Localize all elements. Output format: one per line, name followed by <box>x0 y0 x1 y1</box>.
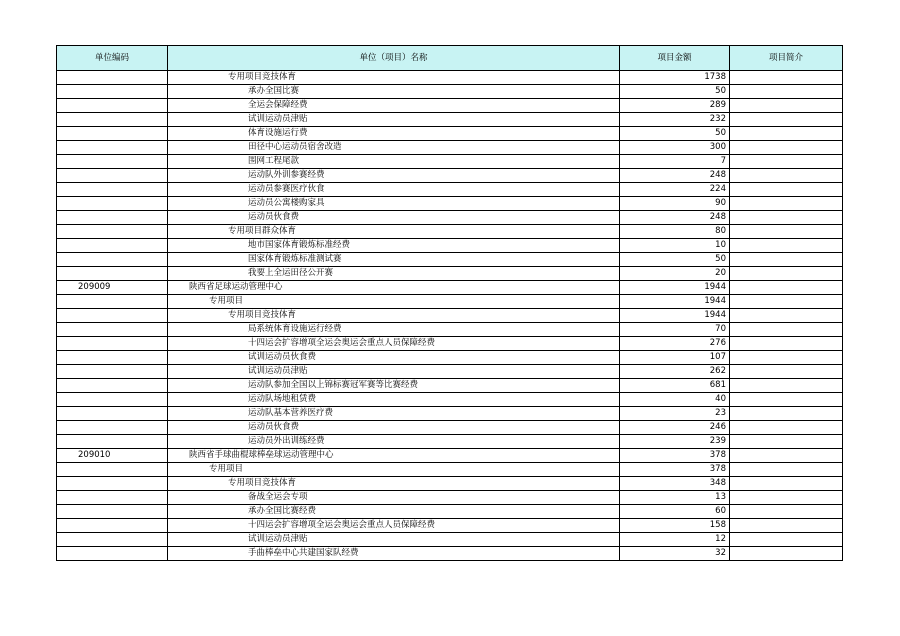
unit-name-cell[interactable]: 专用项目竞技体育 <box>168 309 620 323</box>
project-amount-cell[interactable]: 13 <box>620 491 730 505</box>
unit-name-cell[interactable]: 专用项目竞技体育 <box>168 71 620 85</box>
project-intro-cell[interactable] <box>730 463 843 477</box>
project-intro-cell[interactable] <box>730 533 843 547</box>
project-intro-cell[interactable] <box>730 281 843 295</box>
table-row <box>57 85 843 99</box>
unit-code-cell[interactable]: 209009 <box>57 281 168 295</box>
project-intro-cell[interactable] <box>730 435 843 449</box>
unit-name-cell[interactable]: 围网工程尾款 <box>168 155 620 169</box>
project-intro-cell[interactable] <box>730 155 843 169</box>
project-amount-cell[interactable]: 248 <box>620 169 730 183</box>
unit-name-cell[interactable]: 局系统体育设施运行经费 <box>168 323 620 337</box>
unit-code-cell[interactable] <box>57 253 168 267</box>
unit-name-cell[interactable]: 地市国家体育锻炼标准经费 <box>168 239 620 253</box>
project-amount-cell[interactable]: 12 <box>620 533 730 547</box>
project-amount-cell[interactable]: 80 <box>620 225 730 239</box>
project-amount-cell[interactable]: 348 <box>620 477 730 491</box>
unit-name-cell[interactable]: 全运会保障经费 <box>168 99 620 113</box>
unit-code-cell[interactable] <box>57 169 168 183</box>
unit-name-cell[interactable]: 十四运会扩容增项全运会奥运会重点人员保障经费 <box>168 519 620 533</box>
unit-code-cell[interactable] <box>57 407 168 421</box>
table-row <box>57 239 843 253</box>
unit-name-cell[interactable]: 我要上全运田径公开赛 <box>168 267 620 281</box>
unit-name-cell[interactable]: 国家体育锻炼标准测试赛 <box>168 253 620 267</box>
table-row <box>57 491 843 505</box>
table-row <box>57 211 843 225</box>
project-intro-cell[interactable] <box>730 99 843 113</box>
unit-code-cell[interactable] <box>57 155 168 169</box>
unit-name-cell[interactable]: 体育设施运行费 <box>168 127 620 141</box>
unit-code-cell[interactable] <box>57 379 168 393</box>
unit-code-cell[interactable] <box>57 365 168 379</box>
project-amount-cell[interactable]: 232 <box>620 113 730 127</box>
project-intro-cell[interactable] <box>730 407 843 421</box>
unit-name-cell[interactable]: 陕西省手球曲棍球棒垒球运动管理中心 <box>168 449 620 463</box>
table-row <box>57 533 843 547</box>
table-row <box>57 99 843 113</box>
unit-name-cell[interactable]: 试训运动员伙食费 <box>168 351 620 365</box>
table-row <box>57 113 843 127</box>
table-row <box>57 309 843 323</box>
project-intro-cell[interactable] <box>730 85 843 99</box>
project-intro-cell[interactable] <box>730 309 843 323</box>
unit-code-cell[interactable] <box>57 239 168 253</box>
table-row <box>57 435 843 449</box>
project-amount-cell[interactable]: 1738 <box>620 71 730 85</box>
project-amount-cell[interactable]: 262 <box>620 365 730 379</box>
project-intro-cell[interactable] <box>730 491 843 505</box>
table-row <box>57 421 843 435</box>
project-intro-cell[interactable] <box>730 253 843 267</box>
table-row <box>57 393 843 407</box>
header-project-intro[interactable]: 项目简介 <box>730 46 843 71</box>
project-amount-cell[interactable]: 20 <box>620 267 730 281</box>
project-amount-cell[interactable]: 158 <box>620 519 730 533</box>
project-amount-cell[interactable]: 276 <box>620 337 730 351</box>
project-amount-cell[interactable]: 70 <box>620 323 730 337</box>
unit-code-cell[interactable] <box>57 519 168 533</box>
project-amount-cell[interactable]: 300 <box>620 141 730 155</box>
project-intro-cell[interactable] <box>730 449 843 463</box>
table-row <box>57 379 843 393</box>
project-intro-cell[interactable] <box>730 323 843 337</box>
table-row <box>57 71 843 85</box>
table-row <box>57 155 843 169</box>
table-row <box>57 281 843 295</box>
project-intro-cell[interactable] <box>730 505 843 519</box>
unit-code-cell[interactable] <box>57 141 168 155</box>
table-row <box>57 253 843 267</box>
unit-code-cell[interactable] <box>57 547 168 561</box>
project-amount-cell[interactable]: 1944 <box>620 295 730 309</box>
unit-name-cell[interactable]: 承办全国比赛 <box>168 85 620 99</box>
unit-name-cell[interactable]: 专用项目 <box>168 463 620 477</box>
unit-code-cell[interactable] <box>57 225 168 239</box>
unit-code-cell[interactable] <box>57 183 168 197</box>
table-row <box>57 505 843 519</box>
unit-name-cell[interactable]: 十四运会扩容增项全运会奥运会重点人员保障经费 <box>168 337 620 351</box>
budget-table-sheet <box>56 45 842 561</box>
table-row <box>57 337 843 351</box>
project-amount-cell[interactable]: 107 <box>620 351 730 365</box>
project-intro-cell[interactable] <box>730 169 843 183</box>
project-intro-cell[interactable] <box>730 477 843 491</box>
unit-name-cell[interactable]: 运动员外出训练经费 <box>168 435 620 449</box>
project-amount-cell[interactable]: 7 <box>620 155 730 169</box>
unit-name-cell[interactable]: 运动队外训参赛经费 <box>168 169 620 183</box>
unit-name-cell[interactable]: 试训运动员津贴 <box>168 113 620 127</box>
project-intro-cell[interactable] <box>730 225 843 239</box>
project-intro-cell[interactable] <box>730 141 843 155</box>
header-row <box>57 46 843 71</box>
project-intro-cell[interactable] <box>730 239 843 253</box>
unit-name-cell[interactable]: 运动队基本营养医疗费 <box>168 407 620 421</box>
unit-code-cell[interactable] <box>57 477 168 491</box>
project-intro-cell[interactable] <box>730 71 843 85</box>
unit-code-cell[interactable] <box>57 267 168 281</box>
project-amount-cell[interactable]: 90 <box>620 197 730 211</box>
unit-name-cell[interactable]: 试训运动员津贴 <box>168 533 620 547</box>
project-amount-cell[interactable]: 50 <box>620 127 730 141</box>
project-amount-cell[interactable]: 248 <box>620 211 730 225</box>
project-intro-cell[interactable] <box>730 267 843 281</box>
table-row <box>57 197 843 211</box>
project-amount-cell[interactable]: 378 <box>620 449 730 463</box>
project-intro-cell[interactable] <box>730 211 843 225</box>
table-row <box>57 225 843 239</box>
table-row <box>57 183 843 197</box>
unit-code-cell[interactable] <box>57 71 168 85</box>
table-row <box>57 365 843 379</box>
budget-table <box>56 45 843 561</box>
table-row <box>57 449 843 463</box>
unit-name-cell[interactable]: 运动员伙食费 <box>168 421 620 435</box>
project-amount-cell[interactable]: 60 <box>620 505 730 519</box>
table-row <box>57 547 843 561</box>
unit-code-cell[interactable] <box>57 463 168 477</box>
unit-name-cell[interactable]: 承办全国比赛经费 <box>168 505 620 519</box>
unit-code-cell[interactable] <box>57 393 168 407</box>
unit-code-cell[interactable] <box>57 435 168 449</box>
project-intro-cell[interactable] <box>730 379 843 393</box>
table-row <box>57 127 843 141</box>
table-row <box>57 295 843 309</box>
project-amount-cell[interactable]: 32 <box>620 547 730 561</box>
unit-code-cell[interactable] <box>57 491 168 505</box>
unit-name-cell[interactable]: 运动员伙食费 <box>168 211 620 225</box>
table-row <box>57 463 843 477</box>
project-amount-cell[interactable]: 23 <box>620 407 730 421</box>
unit-code-cell[interactable] <box>57 85 168 99</box>
header-unit-name[interactable]: 单位（项目）名称 <box>168 46 620 71</box>
unit-name-cell[interactable]: 试训运动员津贴 <box>168 365 620 379</box>
project-amount-cell[interactable]: 224 <box>620 183 730 197</box>
unit-code-cell[interactable] <box>57 197 168 211</box>
unit-name-cell[interactable]: 专用项目竞技体育 <box>168 477 620 491</box>
unit-code-cell[interactable] <box>57 421 168 435</box>
project-intro-cell[interactable] <box>730 351 843 365</box>
project-intro-cell[interactable] <box>730 197 843 211</box>
project-intro-cell[interactable] <box>730 365 843 379</box>
unit-name-cell[interactable]: 运动员参赛医疗伙食 <box>168 183 620 197</box>
project-amount-cell[interactable]: 681 <box>620 379 730 393</box>
unit-code-cell[interactable] <box>57 337 168 351</box>
unit-code-cell[interactable] <box>57 505 168 519</box>
project-intro-cell[interactable] <box>730 127 843 141</box>
project-amount-cell[interactable]: 40 <box>620 393 730 407</box>
unit-code-cell[interactable] <box>57 323 168 337</box>
table-row <box>57 519 843 533</box>
table-row <box>57 323 843 337</box>
project-intro-cell[interactable] <box>730 113 843 127</box>
unit-name-cell[interactable]: 专用项目群众体育 <box>168 225 620 239</box>
unit-code-cell[interactable]: 209010 <box>57 449 168 463</box>
unit-code-cell[interactable] <box>57 127 168 141</box>
unit-code-cell[interactable] <box>57 99 168 113</box>
project-amount-cell[interactable]: 239 <box>620 435 730 449</box>
unit-code-cell[interactable] <box>57 211 168 225</box>
unit-code-cell[interactable] <box>57 533 168 547</box>
unit-name-cell[interactable]: 专用项目 <box>168 295 620 309</box>
table-row <box>57 407 843 421</box>
table-row <box>57 477 843 491</box>
project-amount-cell[interactable]: 246 <box>620 421 730 435</box>
unit-name-cell[interactable]: 运动队场地租赁费 <box>168 393 620 407</box>
table-row <box>57 267 843 281</box>
project-amount-cell[interactable]: 378 <box>620 463 730 477</box>
unit-code-cell[interactable] <box>57 113 168 127</box>
header-unit-code[interactable]: 单位编码 <box>57 46 168 71</box>
header-project-amount[interactable]: 项目金额 <box>620 46 730 71</box>
project-intro-cell[interactable] <box>730 393 843 407</box>
table-row <box>57 169 843 183</box>
project-amount-cell[interactable]: 50 <box>620 85 730 99</box>
project-amount-cell[interactable]: 1944 <box>620 309 730 323</box>
table-row <box>57 141 843 155</box>
table-row <box>57 351 843 365</box>
unit-name-cell[interactable]: 田径中心运动员宿舍改造 <box>168 141 620 155</box>
project-amount-cell[interactable]: 10 <box>620 239 730 253</box>
unit-name-cell[interactable]: 备战全运会专项 <box>168 491 620 505</box>
project-amount-cell[interactable]: 289 <box>620 99 730 113</box>
project-intro-cell[interactable] <box>730 337 843 351</box>
project-intro-cell[interactable] <box>730 421 843 435</box>
unit-name-cell[interactable]: 运动队参加全国以上锦标赛冠军赛等比赛经费 <box>168 379 620 393</box>
project-intro-cell[interactable] <box>730 295 843 309</box>
project-intro-cell[interactable] <box>730 519 843 533</box>
project-amount-cell[interactable]: 1944 <box>620 281 730 295</box>
unit-name-cell[interactable]: 手曲棒垒中心共建国家队经费 <box>168 547 620 561</box>
unit-code-cell[interactable] <box>57 351 168 365</box>
unit-name-cell[interactable]: 陕西省足球运动管理中心 <box>168 281 620 295</box>
unit-name-cell[interactable]: 运动员公寓楼购家具 <box>168 197 620 211</box>
table-body <box>57 71 843 561</box>
unit-code-cell[interactable] <box>57 295 168 309</box>
unit-code-cell[interactable] <box>57 309 168 323</box>
project-amount-cell[interactable]: 50 <box>620 253 730 267</box>
project-intro-cell[interactable] <box>730 547 843 561</box>
project-intro-cell[interactable] <box>730 183 843 197</box>
